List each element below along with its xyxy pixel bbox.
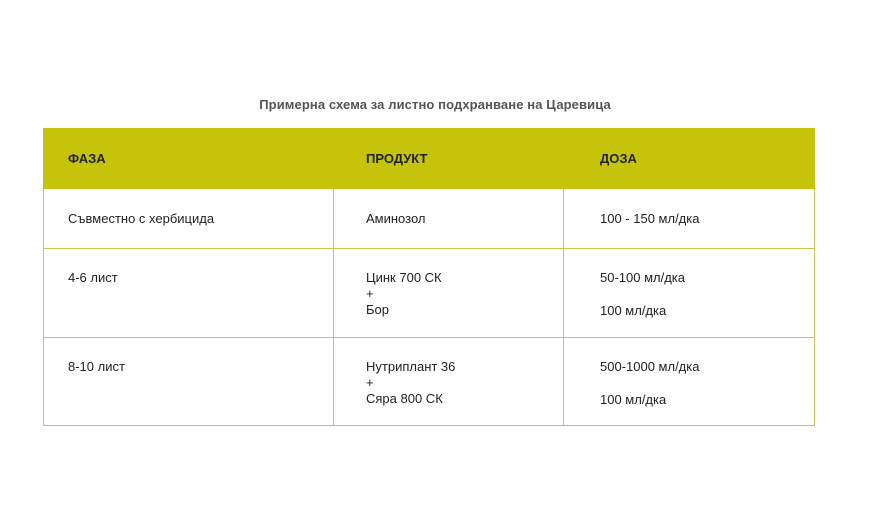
header-phase: ФАЗА	[44, 129, 334, 189]
table-caption: Примерна схема за листно подхранване на Царевица	[259, 97, 611, 112]
table-body	[44, 189, 815, 426]
table-row	[44, 249, 815, 338]
dose-cell	[564, 189, 815, 249]
product-line: Цинк 700 СК	[366, 270, 442, 285]
product-plus: +	[366, 286, 374, 301]
dose-line: 100 мл/дка	[600, 303, 667, 318]
product-cell	[334, 189, 564, 249]
header-product: ПРОДУКТ	[334, 129, 564, 189]
phase-cell: 8-10 лист	[44, 338, 334, 426]
product-cell	[334, 249, 564, 338]
phase-cell: Съвместно с хербицида	[44, 189, 334, 249]
dose-line: 100 - 150 мл/дка	[600, 210, 700, 226]
feeding-schedule-table	[43, 128, 815, 426]
dose-line: 100 мл/дка	[600, 392, 667, 407]
header-row	[44, 129, 815, 189]
dose-cell	[564, 249, 815, 338]
dose-line: 50-100 мл/дка	[600, 270, 686, 285]
table-header	[44, 129, 815, 189]
phase-cell: 4-6 лист	[44, 249, 334, 338]
table-row	[44, 189, 815, 249]
header-dose: ДОЗА	[564, 129, 815, 189]
product-plus: +	[366, 375, 374, 390]
dose-line: 500-1000 мл/дка	[600, 359, 700, 374]
dose-cell	[564, 338, 815, 426]
product-line: Бор	[366, 302, 389, 317]
product-line: Нутриплант 36	[366, 359, 456, 374]
product-line: Сяра 800 СК	[366, 391, 443, 406]
product-cell	[334, 338, 564, 426]
product-line: Аминозол	[366, 210, 426, 226]
table-row	[44, 338, 815, 426]
